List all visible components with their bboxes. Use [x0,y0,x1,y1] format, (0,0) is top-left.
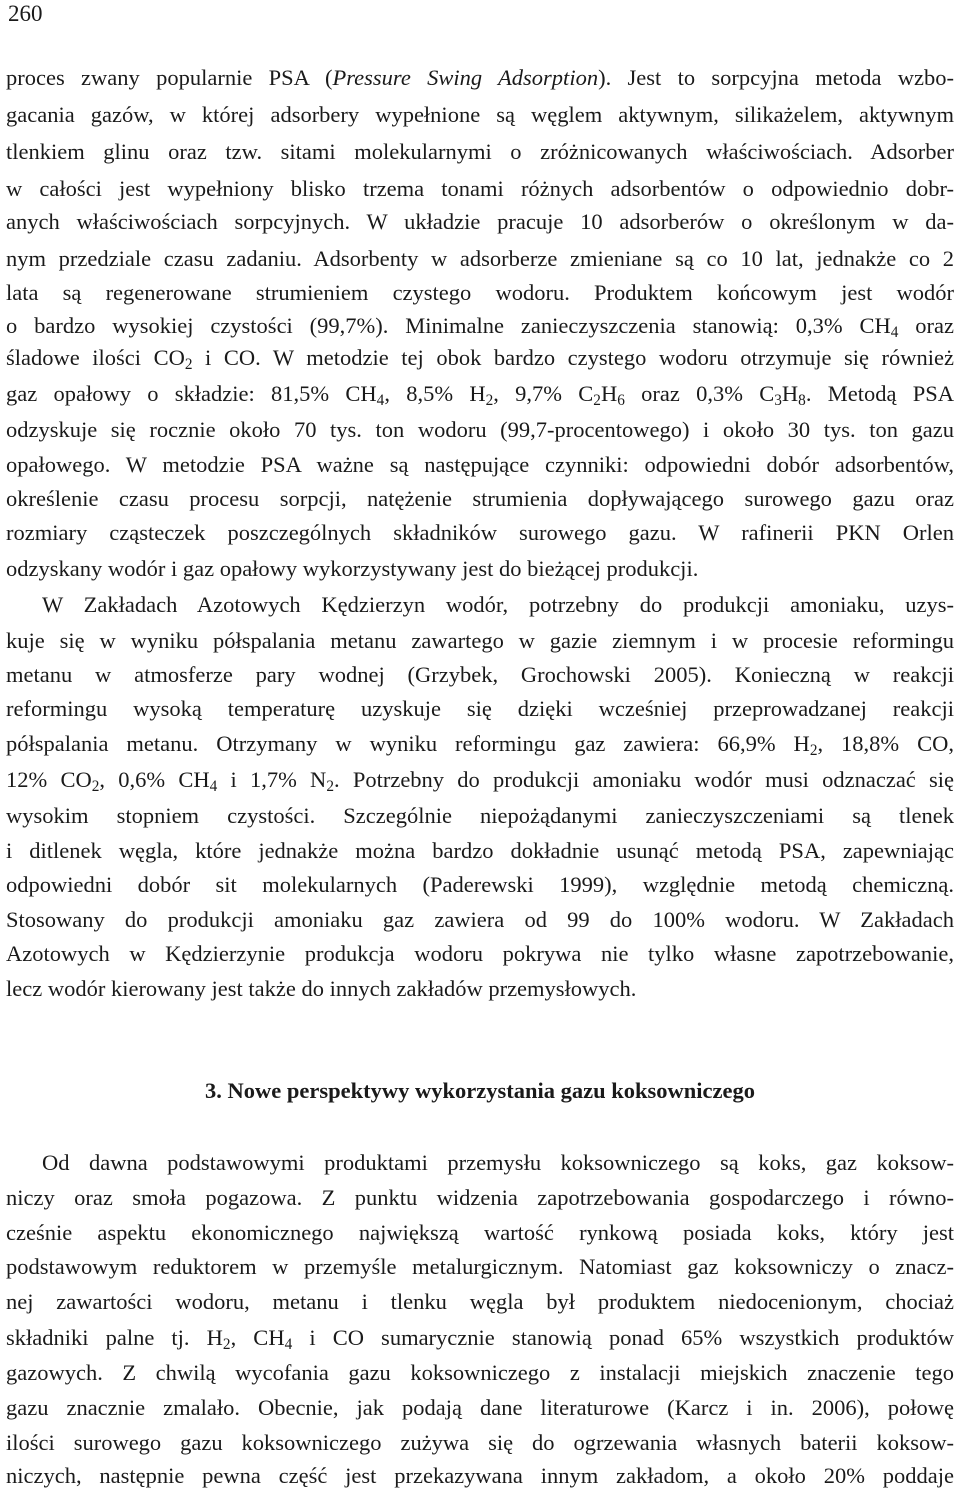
text-line: Stosowany do produkcji amoniaku gaz zawiera od 99 do 100% wodoru. W Zakładach [6,907,954,932]
text-span: i CO. W metodzie tej obok bardzo czystego wodoru otrzymuje się również [192,345,954,370]
text-line: tlenkiem glinu oraz tzw. sitami molekularnymi o zróżnicowanych właściwościach. Adsorber [6,139,954,164]
text-line: lecz wodór kierowany jest także do innych zakładów przemysłowych. [6,976,637,1001]
text-line: gazowych. Z chwilą wycofania gazu koksowniczego z instalacji miejskich znaczenie tego [6,1360,954,1385]
text-span: oraz 0,3% C [624,381,775,406]
text-line: Od dawna podstawowymi produktami przemysłu koksowniczego są koks, gaz koksow- [42,1150,954,1175]
text-span: H [781,381,799,406]
section-heading: 3. Nowe perspektywy wykorzystania gazu koksowniczego [205,1078,755,1103]
text-span: , 9,7% C [493,381,594,406]
text-span: ). Jest to sorpcyjna metoda wzbo- [598,65,954,90]
text-line: opałowego. W metodzie PSA ważne są następujące czynniki: odpowiedni dobór adsorbentów, [6,452,954,477]
text-line: nym przedziale czasu zadaniu. Adsorbenty w adsorberze zmieniane są co 10 lat, jednakże co 2 [6,246,954,271]
text-line: odzyskany wodór i gaz opałowy wykorzystywany jest do bieżącej produkcji. [6,556,699,581]
text-span: o bardzo wysokiej czystości (99,7%). Minimalne zanieczyszczenia stanowią: 0,3% CH [6,313,891,338]
text-line: niczy oraz smoła pogazowa. Z punktu widzenia zapotrzebowania gospodarczego i równo- [6,1185,954,1210]
text-line: odzyskuje się rocznie około 70 tys. ton wodoru (99,7-procentowego) i około 30 tys. ton gazu [6,417,954,442]
subscript: 2 [326,777,334,795]
text-line: rozmiary cząsteczek poszczególnych składników surowego gazu. W rafinerii PKN Orlen [6,520,954,545]
text-span: H [600,381,618,406]
text-line: określenie czasu procesu sorpcji, natężenie strumienia dopływającego surowego gazu oraz [6,486,954,511]
text-line: kuje się w wyniku półspalania metanu zawartego w gazie ziemnym i w procesie reformingu [6,628,954,653]
text-line: nej zawartości wodoru, metanu i tlenku węgla był produktem niedocenionym, chociaż [6,1289,954,1314]
text-span: , CH [230,1325,285,1350]
text-line [6,731,954,757]
text-line: anych właściwościach sorpcyjnych. W układzie pracuje 10 adsorberów o określonym w da- [6,209,954,234]
text-span: , 8,5% H [384,381,486,406]
italic-term: Pressure Swing Adsorption [332,65,599,90]
text-line [6,313,954,339]
text-line [6,65,954,91]
subscript: 2 [184,355,193,373]
text-span: , 18,8% CO, [817,731,954,756]
text-line: ilości surowego gazu koksowniczego zużywa się do ogrzewania własnych baterii koksow- [6,1430,954,1455]
text-span: . Potrzebny do produkcji amoniaku wodór musi odznaczać się [333,767,955,792]
text-span: gaz opałowy o składzie: 81,5% CH [6,381,377,406]
text-line: wysokim stopniem czystości. Szczególnie niepożądanymi zanieczyszczeniami są tlenek [6,803,954,828]
subscript: 4 [890,323,899,341]
text-span: . Metodą PSA [805,381,954,406]
subscript: 2 [485,391,494,409]
subscript: 8 [798,391,806,409]
subscript: 4 [376,391,385,409]
subscript: 4 [209,777,218,795]
text-line: podstawowym reduktorem w przemyśle metalurgicznym. Natomiast gaz koksowniczy o znacz- [6,1254,954,1279]
text-span: i CO sumarycznie stanowią ponad 65% wszystkich produktów [292,1325,954,1350]
text-span: półspalania metanu. Otrzymany w wyniku reformingu gaz zawiera: 66,9% H [6,731,810,756]
text-line: lata są regenerowane strumieniem czystego wodoru. Produktem końcowym jest wodór [6,280,954,305]
text-line: reformingu wysoką temperaturę uzyskuje się dzięki wcześniej przeprowadzanej reakcji [6,696,954,721]
text-line: Azotowych w Kędzierzynie produkcja wodoru pokrywa nie tylko własne zapotrzebowanie, [6,941,954,966]
text-line: gacania gazów, w której adsorbery wypełnione są węglem aktywnym, silikażelem, aktywnym [6,102,954,127]
subscript: 3 [774,391,782,409]
text-span: i 1,7% N [217,767,327,792]
text-line: gazu znacznie zmalało. Obecnie, jak podają dane literaturowe (Karcz i in. 2006), połowę [6,1395,954,1420]
text-line: i ditlenek węgla, które jednakże można bardzo dokładnie usunąć metodą PSA, zapewniając [6,838,954,863]
text-line: w całości jest wypełniony blisko trzema tonami różnych adsorbentów o odpowiednio dobr- [6,176,954,201]
subscript: 4 [284,1335,293,1353]
text-line [6,345,954,371]
subscript: 2 [593,391,601,409]
text-span: oraz [898,313,954,338]
text-span: 12% CO [6,767,92,792]
subscript: 2 [809,741,818,759]
text-line: odpowiedni dobór sit molekularnych (Paderewski 1999), względnie metodą chemiczną. [6,872,954,897]
text-span: składniki palne tj. H [6,1325,223,1350]
text-span: proces zwany popularnie PSA ( [6,65,333,90]
text-span: śladowe ilości CO [6,345,185,370]
subscript: 6 [617,391,625,409]
text-line: metanu w atmosferze pary wodnej (Grzybek, Grochowski 2005). Konieczną w reakcji [6,662,954,687]
text-line [6,381,954,407]
text-line: cześnie aspektu ekonomicznego największą wartość rynkową posiada koks, który jest [6,1220,954,1245]
text-line: niczych, następnie pewna część jest przekazywana innym zakładom, a około 20% poddaje [6,1463,954,1488]
text-span: , 0,6% CH [99,767,210,792]
text-line [6,1325,954,1351]
text-line [6,767,954,793]
subscript: 2 [222,1335,231,1353]
subscript: 2 [91,777,100,795]
page-number: 260 [8,1,43,26]
text-line: W Zakładach Azotowych Kędzierzyn wodór, potrzebny do produkcji amoniaku, uzys- [42,592,954,617]
